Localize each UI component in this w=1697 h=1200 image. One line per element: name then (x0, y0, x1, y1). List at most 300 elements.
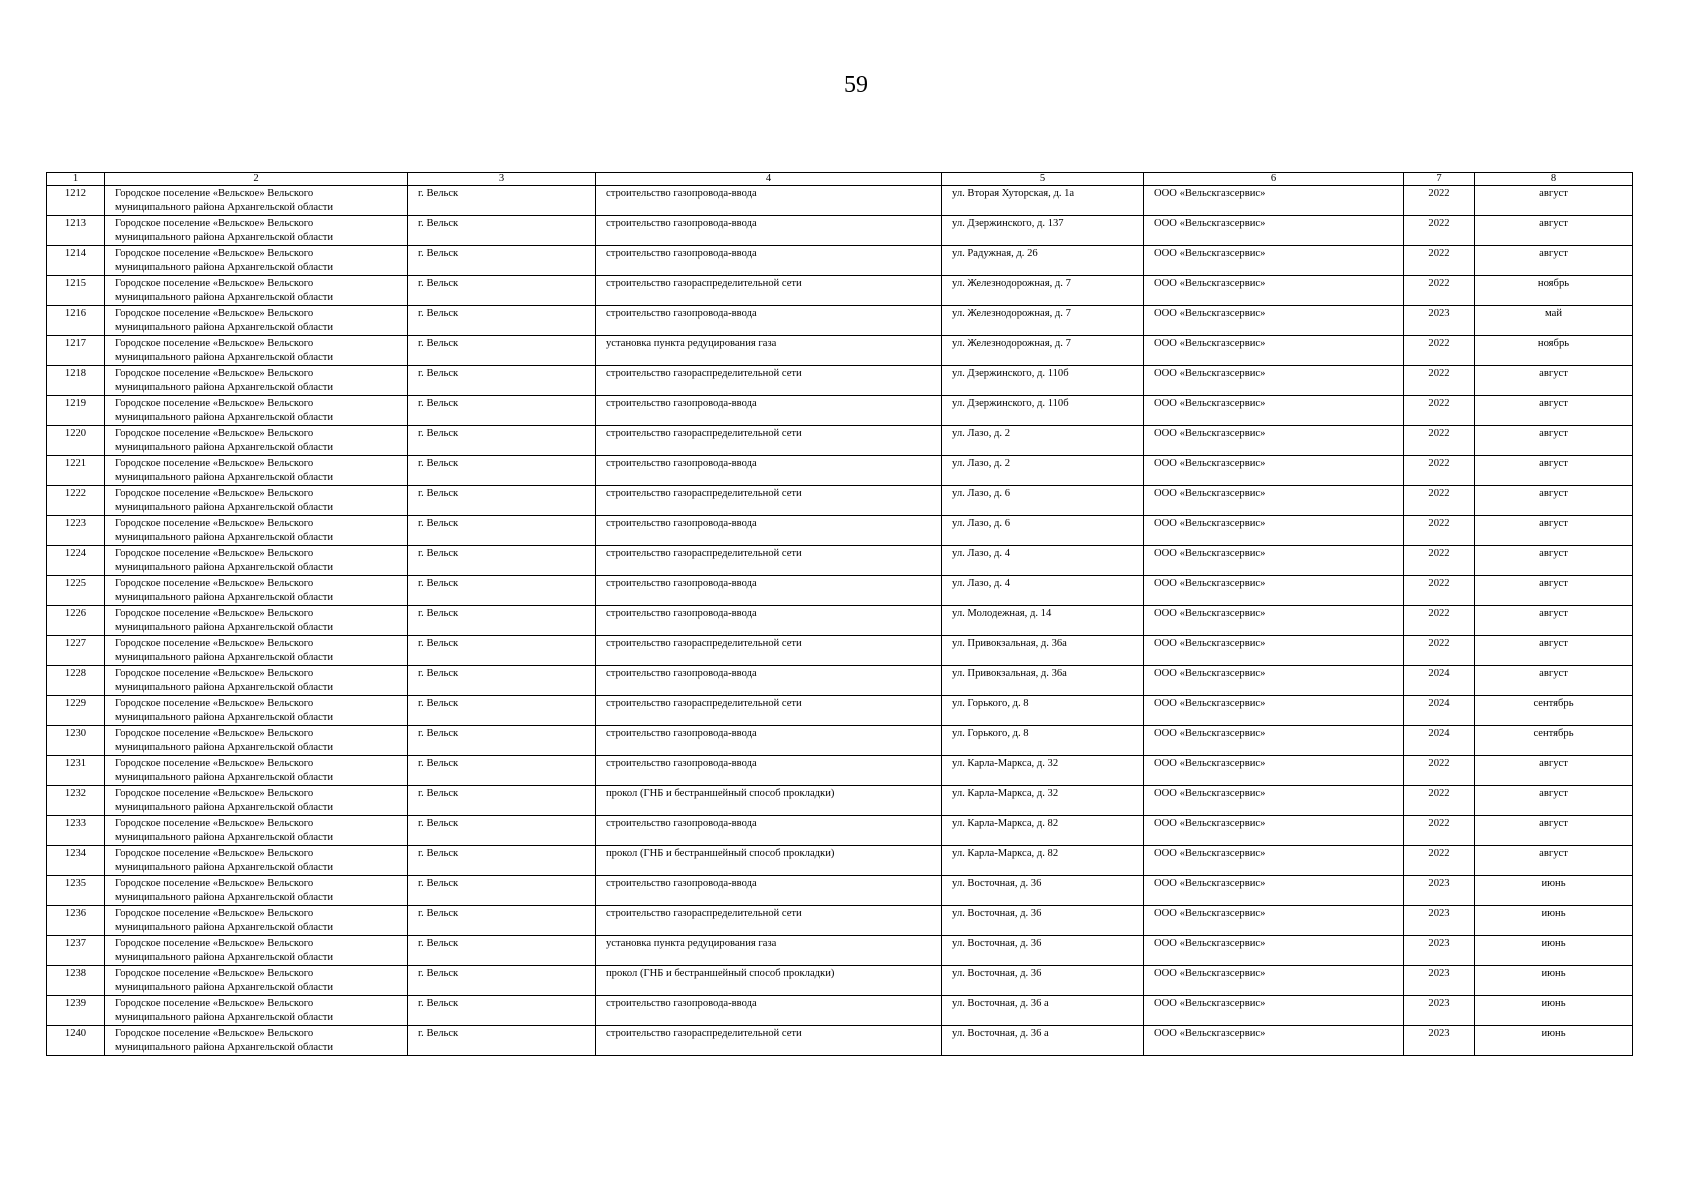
row-number-cell: 1230 (47, 726, 105, 756)
address-cell: ул. Лазо, д. 2 (942, 456, 1144, 486)
month-cell: август (1475, 426, 1633, 456)
work-type-cell: строительство газопровода-ввода (596, 186, 942, 216)
organization-cell: ООО «Вельскгазсервис» (1144, 486, 1404, 516)
settlement-cell (105, 426, 408, 456)
settlement-line-1: Городское поселение «Вельское» Вельского (115, 848, 314, 859)
work-type-cell: строительство газораспределительной сети (596, 546, 942, 576)
city-cell: г. Вельск (408, 426, 596, 456)
address-cell: ул. Железнодорожная, д. 7 (942, 336, 1144, 366)
table-row (47, 426, 1633, 456)
city-cell: г. Вельск (408, 396, 596, 426)
month-cell: июнь (1475, 996, 1633, 1026)
organization-cell: ООО «Вельскгазсервис» (1144, 996, 1404, 1026)
settlement-line-1: Городское поселение «Вельское» Вельского (115, 308, 314, 319)
address-cell: ул. Карла-Маркса, д. 32 (942, 756, 1144, 786)
row-number-cell: 1215 (47, 276, 105, 306)
organization-cell: ООО «Вельскгазсервис» (1144, 546, 1404, 576)
table-row (47, 936, 1633, 966)
work-type-cell: строительство газопровода-ввода (596, 996, 942, 1026)
row-number-cell: 1239 (47, 996, 105, 1026)
city-cell: г. Вельск (408, 366, 596, 396)
settlement-line-1: Городское поселение «Вельское» Вельского (115, 188, 314, 199)
address-cell: ул. Дзержинского, д. 137 (942, 216, 1144, 246)
table-row (47, 336, 1633, 366)
organization-cell: ООО «Вельскгазсервис» (1144, 846, 1404, 876)
work-type-cell: установка пункта редуцирования газа (596, 936, 942, 966)
month-cell: август (1475, 786, 1633, 816)
address-cell: ул. Восточная, д. 36 (942, 936, 1144, 966)
month-cell: август (1475, 636, 1633, 666)
month-cell: июнь (1475, 936, 1633, 966)
city-cell: г. Вельск (408, 306, 596, 336)
month-cell: сентябрь (1475, 696, 1633, 726)
table-row (47, 276, 1633, 306)
month-cell: август (1475, 816, 1633, 846)
row-number-cell: 1224 (47, 546, 105, 576)
work-type-cell: строительство газораспределительной сети (596, 366, 942, 396)
month-cell: август (1475, 756, 1633, 786)
row-number-cell: 1233 (47, 816, 105, 846)
address-cell: ул. Лазо, д. 6 (942, 486, 1144, 516)
table-row (47, 366, 1633, 396)
settlement-line-2: муниципального района Архангельской области (115, 501, 334, 513)
organization-cell: ООО «Вельскгазсервис» (1144, 816, 1404, 846)
settlement-line-2: муниципального района Архангельской области (115, 561, 334, 573)
year-cell: 2023 (1404, 876, 1475, 906)
organization-cell: ООО «Вельскгазсервис» (1144, 786, 1404, 816)
settlement-line-1: Городское поселение «Вельское» Вельского (115, 518, 314, 529)
address-cell: ул. Восточная, д. 36 а (942, 1026, 1144, 1056)
year-cell: 2022 (1404, 516, 1475, 546)
work-type-cell: строительство газопровода-ввода (596, 516, 942, 546)
work-type-cell: строительство газопровода-ввода (596, 576, 942, 606)
table-row (47, 876, 1633, 906)
settlement-cell (105, 576, 408, 606)
settlement-line-1: Городское поселение «Вельское» Вельского (115, 938, 314, 949)
city-cell: г. Вельск (408, 906, 596, 936)
settlement-cell (105, 276, 408, 306)
row-number-cell: 1217 (47, 336, 105, 366)
organization-cell: ООО «Вельскгазсервис» (1144, 576, 1404, 606)
organization-cell: ООО «Вельскгазсервис» (1144, 726, 1404, 756)
row-number-cell: 1234 (47, 846, 105, 876)
organization-cell: ООО «Вельскгазсервис» (1144, 306, 1404, 336)
settlement-cell (105, 726, 408, 756)
month-cell: ноябрь (1475, 276, 1633, 306)
row-number-cell: 1216 (47, 306, 105, 336)
settlement-line-1: Городское поселение «Вельское» Вельского (115, 668, 314, 679)
organization-cell: ООО «Вельскгазсервис» (1144, 606, 1404, 636)
settlement-line-2: муниципального района Архангельской области (115, 471, 334, 483)
address-cell: ул. Лазо, д. 4 (942, 576, 1144, 606)
work-type-cell: строительство газораспределительной сети (596, 906, 942, 936)
address-cell: ул. Карла-Маркса, д. 82 (942, 816, 1144, 846)
settlement-line-2: муниципального района Архангельской области (115, 861, 334, 873)
address-cell: ул. Восточная, д. 36 (942, 966, 1144, 996)
settlement-line-1: Городское поселение «Вельское» Вельского (115, 728, 314, 739)
table-row (47, 216, 1633, 246)
column-header: 8 (1475, 173, 1633, 186)
month-cell: июнь (1475, 966, 1633, 996)
address-cell: ул. Молодежная, д. 14 (942, 606, 1144, 636)
year-cell: 2023 (1404, 966, 1475, 996)
settlement-cell (105, 666, 408, 696)
address-cell: ул. Дзержинского, д. 110б (942, 396, 1144, 426)
city-cell: г. Вельск (408, 606, 596, 636)
month-cell: август (1475, 216, 1633, 246)
settlement-cell (105, 306, 408, 336)
work-type-cell: строительство газопровода-ввода (596, 396, 942, 426)
row-number-cell: 1218 (47, 366, 105, 396)
address-cell: ул. Радужная, д. 26 (942, 246, 1144, 276)
row-number-cell: 1220 (47, 426, 105, 456)
work-type-cell: строительство газопровода-ввода (596, 606, 942, 636)
table-row (47, 756, 1633, 786)
address-cell: ул. Восточная, д. 36 а (942, 996, 1144, 1026)
organization-cell: ООО «Вельскгазсервис» (1144, 426, 1404, 456)
settlement-cell (105, 756, 408, 786)
organization-cell: ООО «Вельскгазсервис» (1144, 756, 1404, 786)
settlement-line-2: муниципального района Архангельской области (115, 231, 334, 243)
city-cell: г. Вельск (408, 276, 596, 306)
row-number-cell: 1236 (47, 906, 105, 936)
settlement-cell (105, 846, 408, 876)
column-header: 6 (1144, 173, 1404, 186)
settlement-line-1: Городское поселение «Вельское» Вельского (115, 398, 314, 409)
address-cell: ул. Дзержинского, д. 110б (942, 366, 1144, 396)
city-cell: г. Вельск (408, 756, 596, 786)
address-cell: ул. Восточная, д. 36 (942, 876, 1144, 906)
work-type-cell: строительство газопровода-ввода (596, 216, 942, 246)
settlement-line-2: муниципального района Архангельской области (115, 681, 334, 693)
row-number-cell: 1226 (47, 606, 105, 636)
work-type-cell: строительство газораспределительной сети (596, 426, 942, 456)
page-number: 59 (844, 72, 868, 98)
gas-works-table (46, 172, 1633, 1056)
table-row (47, 516, 1633, 546)
settlement-cell (105, 246, 408, 276)
row-number-cell: 1222 (47, 486, 105, 516)
organization-cell: ООО «Вельскгазсервис» (1144, 246, 1404, 276)
year-cell: 2022 (1404, 846, 1475, 876)
settlement-cell (105, 906, 408, 936)
table-row (47, 846, 1633, 876)
table-row (47, 666, 1633, 696)
settlement-cell (105, 396, 408, 426)
table-row (47, 816, 1633, 846)
year-cell: 2023 (1404, 996, 1475, 1026)
table-row (47, 306, 1633, 336)
settlement-line-2: муниципального района Архангельской области (115, 381, 334, 393)
month-cell: август (1475, 396, 1633, 426)
settlement-cell (105, 516, 408, 546)
city-cell: г. Вельск (408, 576, 596, 606)
settlement-line-1: Городское поселение «Вельское» Вельского (115, 368, 314, 379)
organization-cell: ООО «Вельскгазсервис» (1144, 636, 1404, 666)
year-cell: 2024 (1404, 696, 1475, 726)
row-number-cell: 1227 (47, 636, 105, 666)
table-row (47, 246, 1633, 276)
organization-cell: ООО «Вельскгазсервис» (1144, 186, 1404, 216)
table-row (47, 966, 1633, 996)
table-row (47, 186, 1633, 216)
settlement-line-1: Городское поселение «Вельское» Вельского (115, 818, 314, 829)
city-cell: г. Вельск (408, 666, 596, 696)
table-row (47, 456, 1633, 486)
settlement-cell (105, 816, 408, 846)
month-cell: июнь (1475, 876, 1633, 906)
address-cell: ул. Карла-Маркса, д. 82 (942, 846, 1144, 876)
table-row (47, 606, 1633, 636)
year-cell: 2022 (1404, 456, 1475, 486)
address-cell: ул. Лазо, д. 2 (942, 426, 1144, 456)
year-cell: 2022 (1404, 186, 1475, 216)
city-cell: г. Вельск (408, 636, 596, 666)
settlement-line-2: муниципального района Архангельской области (115, 621, 334, 633)
organization-cell: ООО «Вельскгазсервис» (1144, 216, 1404, 246)
address-cell: ул. Привокзальная, д. 36а (942, 636, 1144, 666)
table-row (47, 1026, 1633, 1056)
year-cell: 2022 (1404, 786, 1475, 816)
work-type-cell: строительство газораспределительной сети (596, 276, 942, 306)
settlement-line-2: муниципального района Архангельской области (115, 951, 334, 963)
month-cell: август (1475, 666, 1633, 696)
year-cell: 2023 (1404, 906, 1475, 936)
city-cell: г. Вельск (408, 936, 596, 966)
settlement-line-2: муниципального района Архангельской области (115, 201, 334, 213)
settlement-cell (105, 786, 408, 816)
address-cell: ул. Горького, д. 8 (942, 726, 1144, 756)
settlement-line-2: муниципального района Архангельской области (115, 1011, 334, 1023)
year-cell: 2022 (1404, 756, 1475, 786)
city-cell: г. Вельск (408, 486, 596, 516)
row-number-cell: 1229 (47, 696, 105, 726)
settlement-line-2: муниципального района Архангельской области (115, 891, 334, 903)
settlement-line-2: муниципального района Архангельской области (115, 771, 334, 783)
month-cell: август (1475, 486, 1633, 516)
work-type-cell: строительство газопровода-ввода (596, 306, 942, 336)
work-type-cell: строительство газораспределительной сети (596, 636, 942, 666)
work-type-cell: установка пункта редуцирования газа (596, 336, 942, 366)
settlement-cell (105, 996, 408, 1026)
work-type-cell: прокол (ГНБ и бестраншейный способ прокладки) (596, 846, 942, 876)
settlement-line-1: Городское поселение «Вельское» Вельского (115, 608, 314, 619)
column-header: 5 (942, 173, 1144, 186)
settlement-line-1: Городское поселение «Вельское» Вельского (115, 1028, 314, 1039)
settlement-line-2: муниципального района Архангельской области (115, 261, 334, 273)
year-cell: 2022 (1404, 366, 1475, 396)
city-cell: г. Вельск (408, 1026, 596, 1056)
settlement-line-1: Городское поселение «Вельское» Вельского (115, 488, 314, 499)
year-cell: 2022 (1404, 216, 1475, 246)
settlement-cell (105, 336, 408, 366)
year-cell: 2022 (1404, 636, 1475, 666)
settlement-line-2: муниципального района Архангельской области (115, 531, 334, 543)
work-type-cell: строительство газопровода-ввода (596, 246, 942, 276)
settlement-line-1: Городское поселение «Вельское» Вельского (115, 998, 314, 1009)
settlement-line-2: муниципального района Архангельской области (115, 411, 334, 423)
settlement-cell (105, 456, 408, 486)
year-cell: 2023 (1404, 306, 1475, 336)
address-cell: ул. Горького, д. 8 (942, 696, 1144, 726)
table-row (47, 576, 1633, 606)
settlement-line-1: Городское поселение «Вельское» Вельского (115, 698, 314, 709)
organization-cell: ООО «Вельскгазсервис» (1144, 276, 1404, 306)
table-row (47, 996, 1633, 1026)
row-number-cell: 1213 (47, 216, 105, 246)
organization-cell: ООО «Вельскгазсервис» (1144, 966, 1404, 996)
settlement-line-1: Городское поселение «Вельское» Вельского (115, 968, 314, 979)
settlement-line-1: Городское поселение «Вельское» Вельского (115, 788, 314, 799)
settlement-cell (105, 1026, 408, 1056)
work-type-cell: строительство газораспределительной сети (596, 486, 942, 516)
column-header: 2 (105, 173, 408, 186)
settlement-line-2: муниципального района Архангельской области (115, 711, 334, 723)
month-cell: июнь (1475, 906, 1633, 936)
year-cell: 2022 (1404, 396, 1475, 426)
organization-cell: ООО «Вельскгазсервис» (1144, 696, 1404, 726)
address-cell: ул. Привокзальная, д. 36а (942, 666, 1144, 696)
settlement-line-2: муниципального района Архангельской области (115, 591, 334, 603)
month-cell: сентябрь (1475, 726, 1633, 756)
city-cell: г. Вельск (408, 786, 596, 816)
year-cell: 2023 (1404, 936, 1475, 966)
row-number-cell: 1221 (47, 456, 105, 486)
settlement-line-1: Городское поселение «Вельское» Вельского (115, 638, 314, 649)
city-cell: г. Вельск (408, 966, 596, 996)
work-type-cell: строительство газораспределительной сети (596, 696, 942, 726)
city-cell: г. Вельск (408, 516, 596, 546)
row-number-cell: 1228 (47, 666, 105, 696)
year-cell: 2024 (1404, 666, 1475, 696)
settlement-line-2: муниципального района Архангельской области (115, 651, 334, 663)
month-cell: август (1475, 246, 1633, 276)
city-cell: г. Вельск (408, 336, 596, 366)
work-type-cell: строительство газопровода-ввода (596, 816, 942, 846)
settlement-line-2: муниципального района Архангельской области (115, 291, 334, 303)
settlement-cell (105, 936, 408, 966)
settlement-cell (105, 636, 408, 666)
address-cell: ул. Карла-Маркса, д. 32 (942, 786, 1144, 816)
work-type-cell: строительство газопровода-ввода (596, 666, 942, 696)
settlement-cell (105, 186, 408, 216)
year-cell: 2022 (1404, 246, 1475, 276)
work-type-cell: строительство газопровода-ввода (596, 756, 942, 786)
organization-cell: ООО «Вельскгазсервис» (1144, 1026, 1404, 1056)
year-cell: 2022 (1404, 276, 1475, 306)
city-cell: г. Вельск (408, 876, 596, 906)
settlement-line-2: муниципального района Архангельской области (115, 1041, 334, 1053)
settlement-line-1: Городское поселение «Вельское» Вельского (115, 248, 314, 259)
year-cell: 2022 (1404, 546, 1475, 576)
month-cell: май (1475, 306, 1633, 336)
settlement-cell (105, 966, 408, 996)
row-number-cell: 1235 (47, 876, 105, 906)
row-number-cell: 1231 (47, 756, 105, 786)
settlement-cell (105, 876, 408, 906)
settlement-cell (105, 606, 408, 636)
column-header: 4 (596, 173, 942, 186)
organization-cell: ООО «Вельскгазсервис» (1144, 936, 1404, 966)
month-cell: август (1475, 456, 1633, 486)
address-cell: ул. Железнодорожная, д. 7 (942, 276, 1144, 306)
column-header: 3 (408, 173, 596, 186)
settlement-line-1: Городское поселение «Вельское» Вельского (115, 218, 314, 229)
organization-cell: ООО «Вельскгазсервис» (1144, 336, 1404, 366)
row-number-cell: 1237 (47, 936, 105, 966)
organization-cell: ООО «Вельскгазсервис» (1144, 516, 1404, 546)
month-cell: август (1475, 516, 1633, 546)
settlement-cell (105, 366, 408, 396)
column-number-row (47, 173, 1633, 186)
settlement-line-1: Городское поселение «Вельское» Вельского (115, 578, 314, 589)
table-row (47, 786, 1633, 816)
settlement-line-1: Городское поселение «Вельское» Вельского (115, 338, 314, 349)
table-row (47, 636, 1633, 666)
organization-cell: ООО «Вельскгазсервис» (1144, 876, 1404, 906)
city-cell: г. Вельск (408, 216, 596, 246)
year-cell: 2022 (1404, 426, 1475, 456)
month-cell: август (1475, 546, 1633, 576)
settlement-line-2: муниципального района Архангельской области (115, 981, 334, 993)
row-number-cell: 1214 (47, 246, 105, 276)
settlement-line-1: Городское поселение «Вельское» Вельского (115, 278, 314, 289)
city-cell: г. Вельск (408, 456, 596, 486)
row-number-cell: 1225 (47, 576, 105, 606)
table-row (47, 546, 1633, 576)
work-type-cell: прокол (ГНБ и бестраншейный способ прокладки) (596, 966, 942, 996)
settlement-line-2: муниципального района Архангельской области (115, 831, 334, 843)
address-cell: ул. Лазо, д. 4 (942, 546, 1144, 576)
address-cell: ул. Лазо, д. 6 (942, 516, 1144, 546)
month-cell: август (1475, 366, 1633, 396)
row-number-cell: 1238 (47, 966, 105, 996)
row-number-cell: 1240 (47, 1026, 105, 1056)
year-cell: 2022 (1404, 336, 1475, 366)
address-cell: ул. Восточная, д. 36 (942, 906, 1144, 936)
table-row (47, 726, 1633, 756)
organization-cell: ООО «Вельскгазсервис» (1144, 906, 1404, 936)
year-cell: 2022 (1404, 816, 1475, 846)
work-type-cell: строительство газопровода-ввода (596, 456, 942, 486)
city-cell: г. Вельск (408, 726, 596, 756)
month-cell: август (1475, 606, 1633, 636)
row-number-cell: 1219 (47, 396, 105, 426)
settlement-line-1: Городское поселение «Вельское» Вельского (115, 428, 314, 439)
table-row (47, 396, 1633, 426)
settlement-line-2: муниципального района Архангельской области (115, 801, 334, 813)
settlement-line-2: муниципального района Архангельской области (115, 921, 334, 933)
table-row (47, 486, 1633, 516)
settlement-cell (105, 486, 408, 516)
work-type-cell: прокол (ГНБ и бестраншейный способ прокладки) (596, 786, 942, 816)
settlement-line-2: муниципального района Архангельской области (115, 351, 334, 363)
work-type-cell: строительство газопровода-ввода (596, 726, 942, 756)
table-row (47, 906, 1633, 936)
column-header: 1 (47, 173, 105, 186)
settlement-line-2: муниципального района Архангельской области (115, 321, 334, 333)
city-cell: г. Вельск (408, 846, 596, 876)
settlement-line-1: Городское поселение «Вельское» Вельского (115, 458, 314, 469)
table-row (47, 696, 1633, 726)
city-cell: г. Вельск (408, 546, 596, 576)
year-cell: 2022 (1404, 576, 1475, 606)
organization-cell: ООО «Вельскгазсервис» (1144, 666, 1404, 696)
address-cell: ул. Вторая Хуторская, д. 1а (942, 186, 1144, 216)
year-cell: 2022 (1404, 486, 1475, 516)
work-type-cell: строительство газораспределительной сети (596, 1026, 942, 1056)
row-number-cell: 1212 (47, 186, 105, 216)
